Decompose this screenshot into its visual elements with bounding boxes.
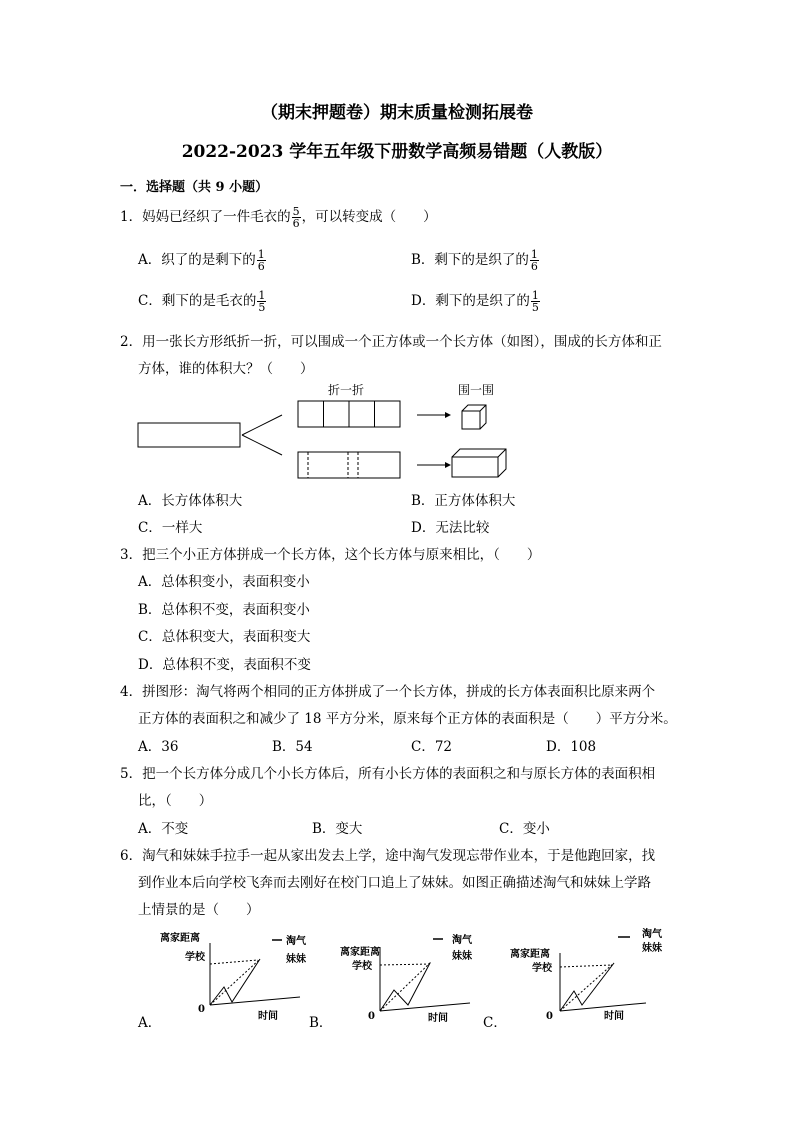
q6-line1: 6．淘气和妹妹手拉手一起从家出发去上学，途中淘气发现忘带作业本，于是他跑回家，找 — [120, 848, 656, 864]
q1-option-c[interactable]: C．剩下的是毛衣的 $\frac{1}{5}$ — [138, 289, 266, 314]
svg-text:淘气: 淘气 — [642, 929, 662, 940]
q2-figure — [130, 378, 530, 490]
q3-option-b[interactable]: B．总体积不变，表面积变小 — [138, 602, 310, 618]
q4-line1: 4．拼图形：淘气将两个相同的正方体拼成了一个长方体，拼成的长方体表面积比原来两个 — [120, 684, 656, 700]
svg-text:时间: 时间 — [428, 1013, 448, 1024]
q4-line2: 正方体的表面积之和减少了 18 平方分米，原来每个正方体的表面积是（ ）平方分米。 — [138, 711, 677, 727]
q3-option-a[interactable]: A．总体积变小，表面积变小 — [138, 574, 310, 590]
svg-text:学校: 学校 — [532, 963, 552, 974]
svg-text:时间: 时间 — [258, 1011, 278, 1022]
q2-option-d[interactable]: D．无法比较 — [411, 520, 490, 536]
svg-text:淘气: 淘气 — [286, 936, 306, 947]
svg-text:妹妹: 妹妹 — [286, 954, 306, 965]
wrap-label: 围一围 — [457, 383, 495, 397]
q2-line2: 方体，谁的体积大？（ ） — [138, 361, 314, 377]
q6-option-a[interactable]: A． — [138, 1015, 162, 1031]
q5-line2: 比，（ ） — [138, 793, 213, 809]
section-heading: 一．选择题（共 9 小题） — [120, 180, 269, 195]
svg-text:妹妹: 妹妹 — [642, 943, 662, 954]
q2-option-a[interactable]: A．长方体体积大 — [138, 493, 243, 509]
q1-option-b[interactable]: B．剩下的是织了的 $\frac{1}{6}$ — [411, 248, 538, 273]
q1-text: 1．妈妈已经织了一件毛衣的 — [120, 209, 291, 225]
svg-text:淘气: 淘气 — [452, 935, 472, 946]
q6-line3: 上情景的是（ ） — [138, 902, 260, 918]
cube-shape — [462, 405, 486, 429]
q5-option-b[interactable]: B．变大 — [312, 821, 363, 837]
arrow-down — [242, 435, 282, 455]
page-subtitle: 2022-2023 学年五年级下册数学高频易错题（人教版） — [181, 142, 613, 162]
q2-option-b[interactable]: B．正方体体积大 — [411, 493, 516, 509]
q1-stem — [120, 205, 437, 229]
q6-graph-b — [330, 925, 490, 1025]
svg-text:离家距离: 离家距离 — [160, 933, 200, 944]
q4-option-c[interactable]: C．72 — [411, 739, 453, 755]
q3-option-c[interactable]: C．总体积变大，表面积变大 — [138, 629, 311, 645]
q4-option-d[interactable]: D．108 — [546, 739, 597, 755]
q6-line2: 到作业本后向学校飞奔而去刚好在校门口追上了妹妹。如图正确描述淘气和妹妹上学路 — [138, 875, 651, 891]
svg-text:离家距离: 离家距离 — [340, 947, 380, 958]
q1-fraction: $\frac{5}{6}$ — [292, 205, 300, 230]
svg-text:学校: 学校 — [185, 952, 205, 963]
svg-text:0: 0 — [198, 1004, 205, 1015]
q4-option-b[interactable]: B．54 — [272, 739, 313, 755]
svg-text:0: 0 — [368, 1011, 375, 1022]
q2-line1: 2．用一张长方形纸折一折，可以围成一个正方体或一个长方体（如图），围成的长方体和正 — [120, 334, 662, 350]
q5-option-a[interactable]: A．不变 — [138, 821, 189, 837]
svg-text:离家距离: 离家距离 — [510, 949, 550, 960]
q6-option-b[interactable]: B． — [309, 1015, 333, 1031]
q3-option-d[interactable]: D．总体积不变，表面积不变 — [138, 657, 311, 673]
q4-option-a[interactable]: A．36 — [138, 739, 179, 755]
arrow-up — [242, 415, 282, 435]
q1-text-after: ，可以转变成（ ） — [301, 209, 437, 225]
q6-graph-c — [506, 925, 676, 1025]
svg-text:妹妹: 妹妹 — [452, 951, 472, 962]
q3-line1: 3．把三个小正方体拼成一个长方体，这个长方体与原来相比，（ ） — [120, 547, 541, 563]
svg-text:学校: 学校 — [352, 961, 372, 972]
q6-graph-a — [160, 925, 320, 1025]
paper-rectangle — [138, 423, 240, 447]
fold-cuboid-strip — [298, 452, 400, 478]
q5-option-c[interactable]: C．变小 — [499, 821, 550, 837]
q2-option-c[interactable]: C．一样大 — [138, 520, 203, 536]
page-title: （期末押题卷）期末质量检测拓展卷 — [261, 103, 533, 123]
q1-option-d[interactable]: D．剩下的是织了的 $\frac{1}{5}$ — [411, 289, 539, 314]
cuboid-shape — [452, 449, 506, 477]
q5-line1: 5．把一个长方体分成几个小长方体后，所有小长方体的表面积之和与原长方体的表面积相 — [120, 766, 656, 782]
fold-label: 折一折 — [327, 383, 365, 397]
svg-text:0: 0 — [546, 1011, 553, 1022]
q1-option-a[interactable]: A．织了的是剩下的 $\frac{1}{6}$ — [138, 248, 265, 273]
q6-option-c[interactable]: C． — [483, 1015, 507, 1031]
svg-text:时间: 时间 — [604, 1011, 624, 1022]
